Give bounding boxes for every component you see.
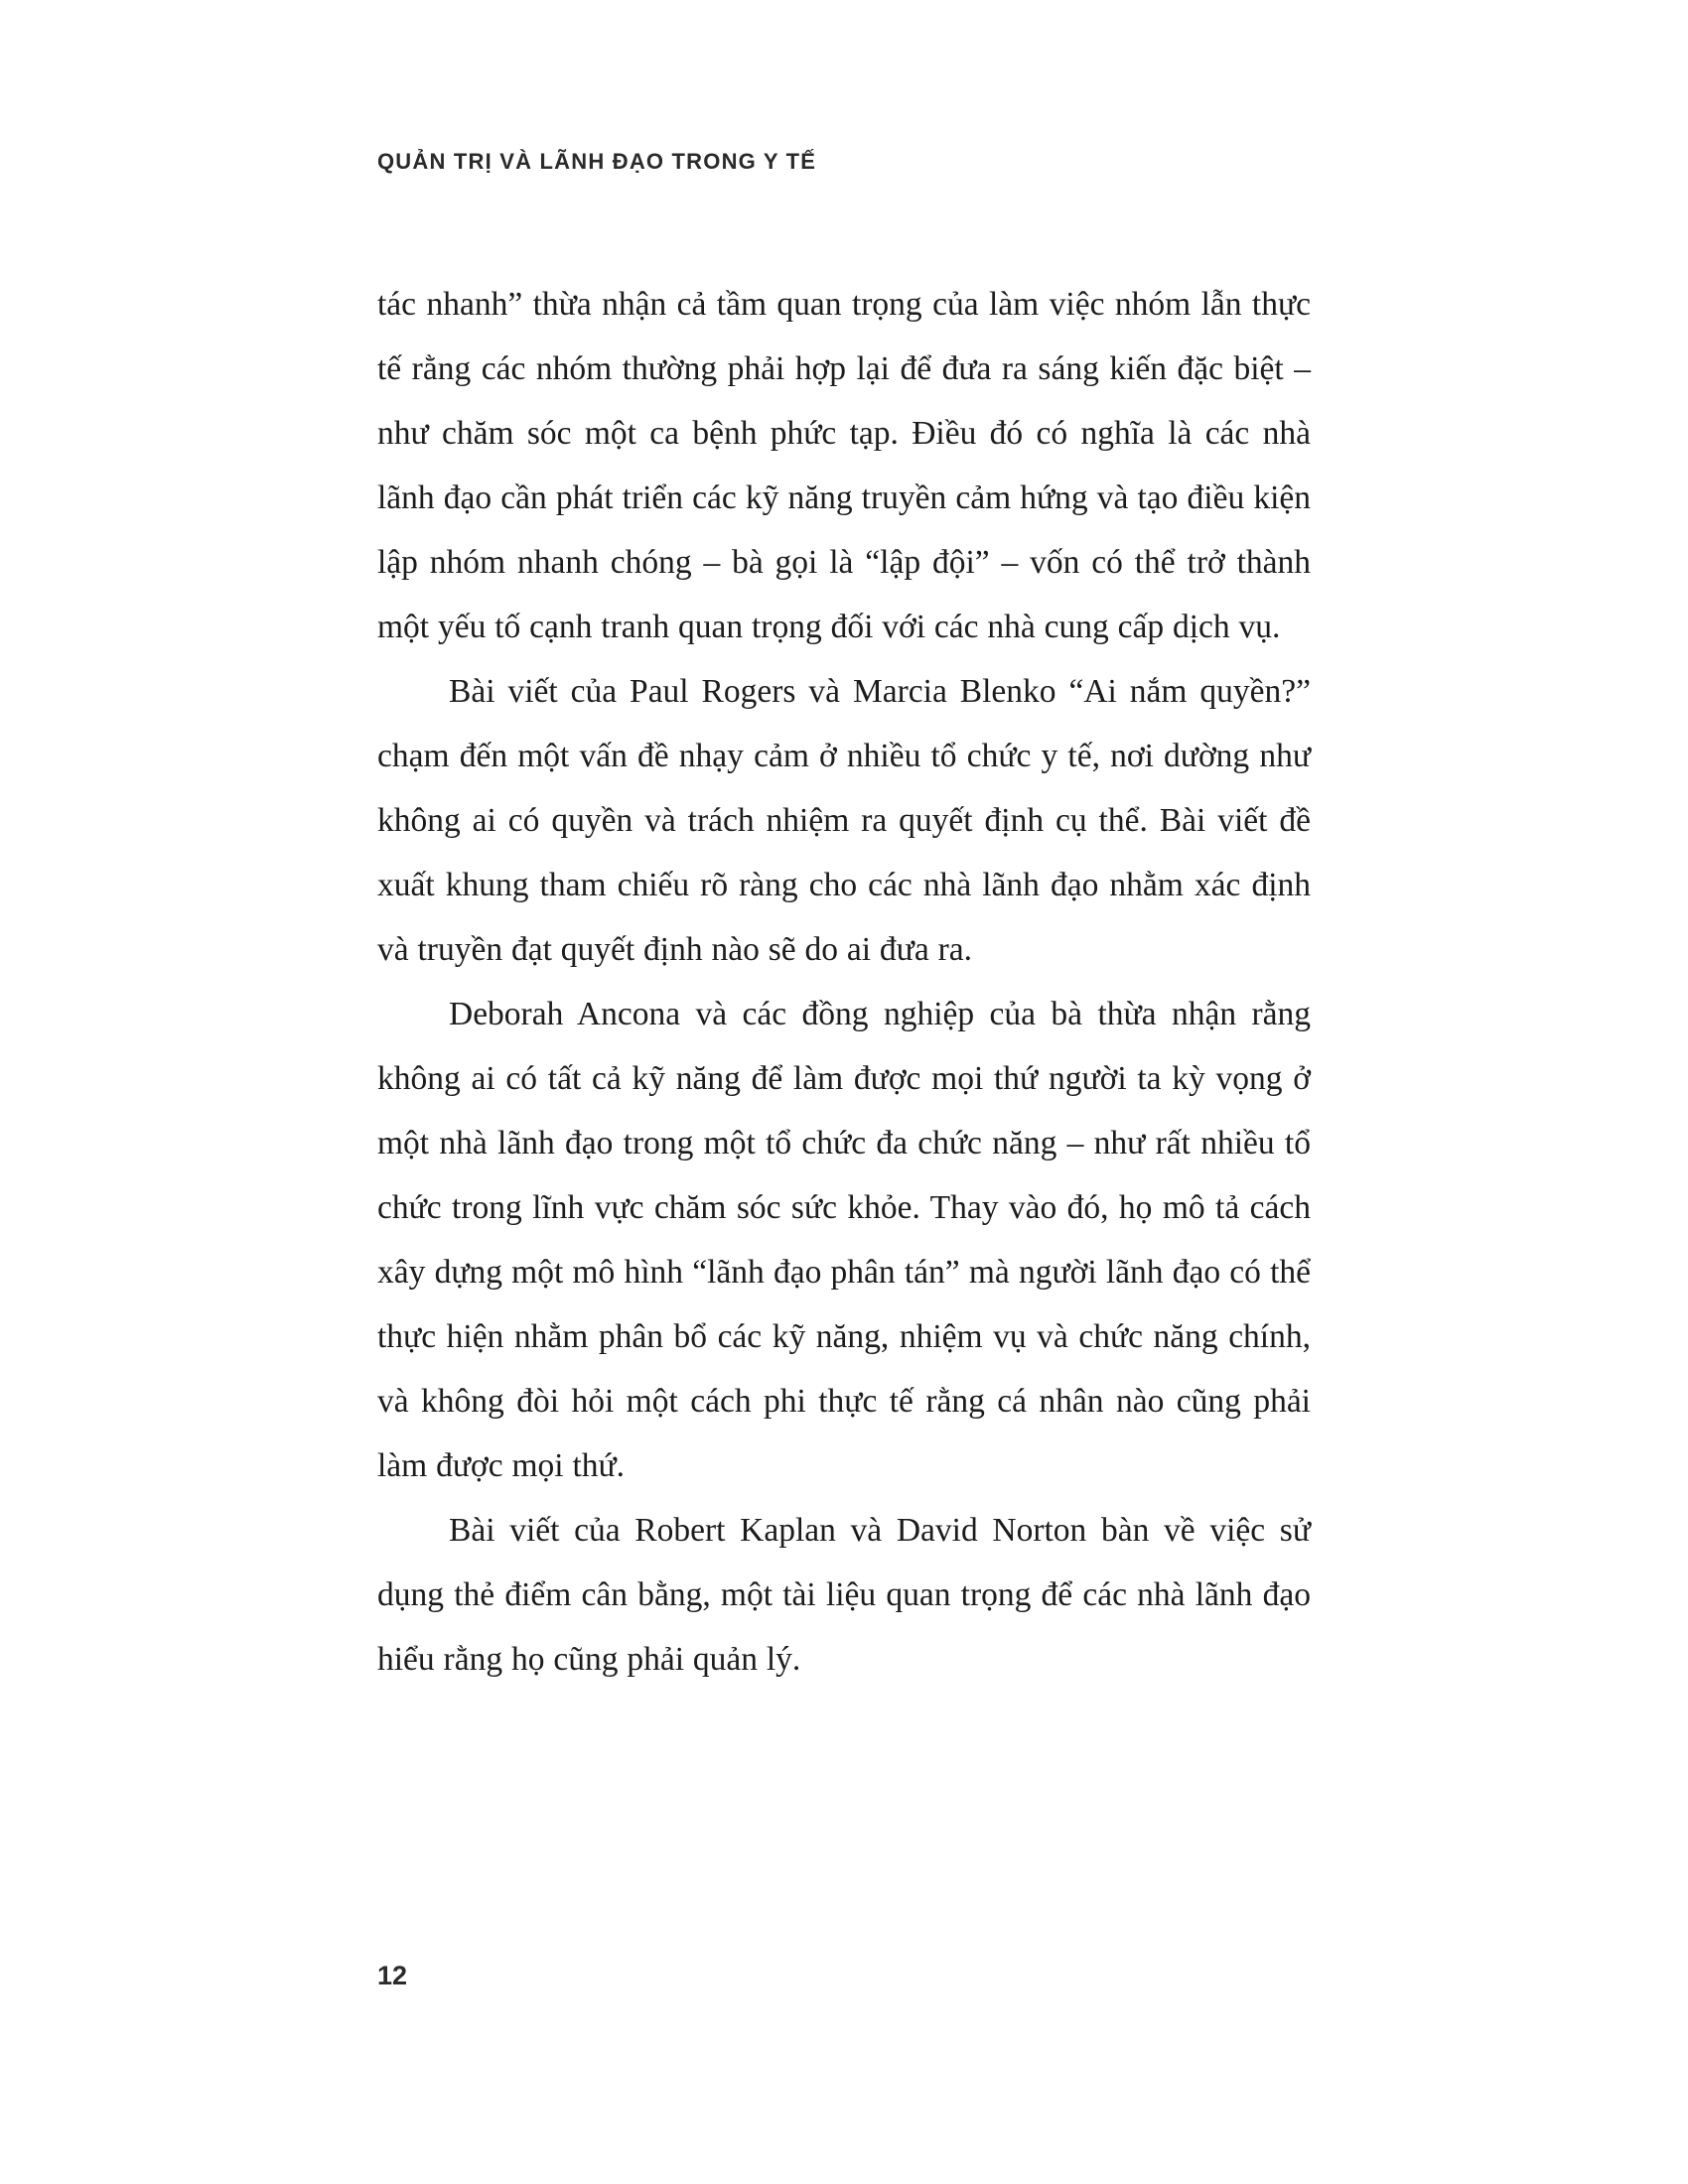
paragraph: Bài viết của Robert Kaplan và David Norton bàn về việc sử dụng thẻ điểm cân bằng, một tài liệu quan trọng để các nhà lãnh đạo hiểu rằng họ cũng phải quản lý.: [377, 1512, 1311, 1678]
page-content: [377, 149, 1311, 1692]
page-number: 12: [377, 1961, 408, 1990]
paragraph: Deborah Ancona và các đồng nghiệp của bà thừa nhận rằng không ai có tất cả kỹ năng để làm được mọi thứ người ta kỳ vọng ở một nhà lãnh đạo trong một tổ chức đa chức năng – như rất nhiều tổ chức trong lĩnh vực chăm sóc sức khỏe. Thay vào đó, họ mô tả cách xây dựng một mô hình “lãnh đạo phân tán” mà người lãnh đạo có thể thực hiện nhằm phân bổ các kỹ năng, nhiệm vụ và chức năng chính, và không đòi hỏi một cách phi thực tế rằng cá nhân nào cũng phải làm được mọi thứ.: [377, 996, 1311, 1484]
paragraph: Bài viết của Paul Rogers và Marcia Blenko “Ai nắm quyền?” chạm đến một vấn đề nhạy cảm ở nhiều tổ chức y tế, nơi dường như không ai có quyền và trách nhiệm ra quyết định cụ thể. Bài viết đề xuất khung tham chiếu rõ ràng cho các nhà lãnh đạo nhằm xác định và truyền đạt quyết định nào sẽ do ai đưa ra.: [377, 673, 1311, 968]
body-text: [377, 272, 1311, 1692]
paragraph: tác nhanh” thừa nhận cả tầm quan trọng của làm việc nhóm lẫn thực tế rằng các nhóm thường phải hợp lại để đưa ra sáng kiến đặc biệt – như chăm sóc một ca bệnh phức tạp. Điều đó có nghĩa là các nhà lãnh đạo cần phát triển các kỹ năng truyền cảm hứng và tạo điều kiện lập nhóm nhanh chóng – bà gọi là “lập đội” – vốn có thể trở thành một yếu tố cạnh tranh quan trọng đối với các nhà cung cấp dịch vụ.: [377, 286, 1311, 645]
running-head: QUẢN TRỊ VÀ LÃNH ĐẠO TRONG Y TẾ: [377, 149, 817, 174]
